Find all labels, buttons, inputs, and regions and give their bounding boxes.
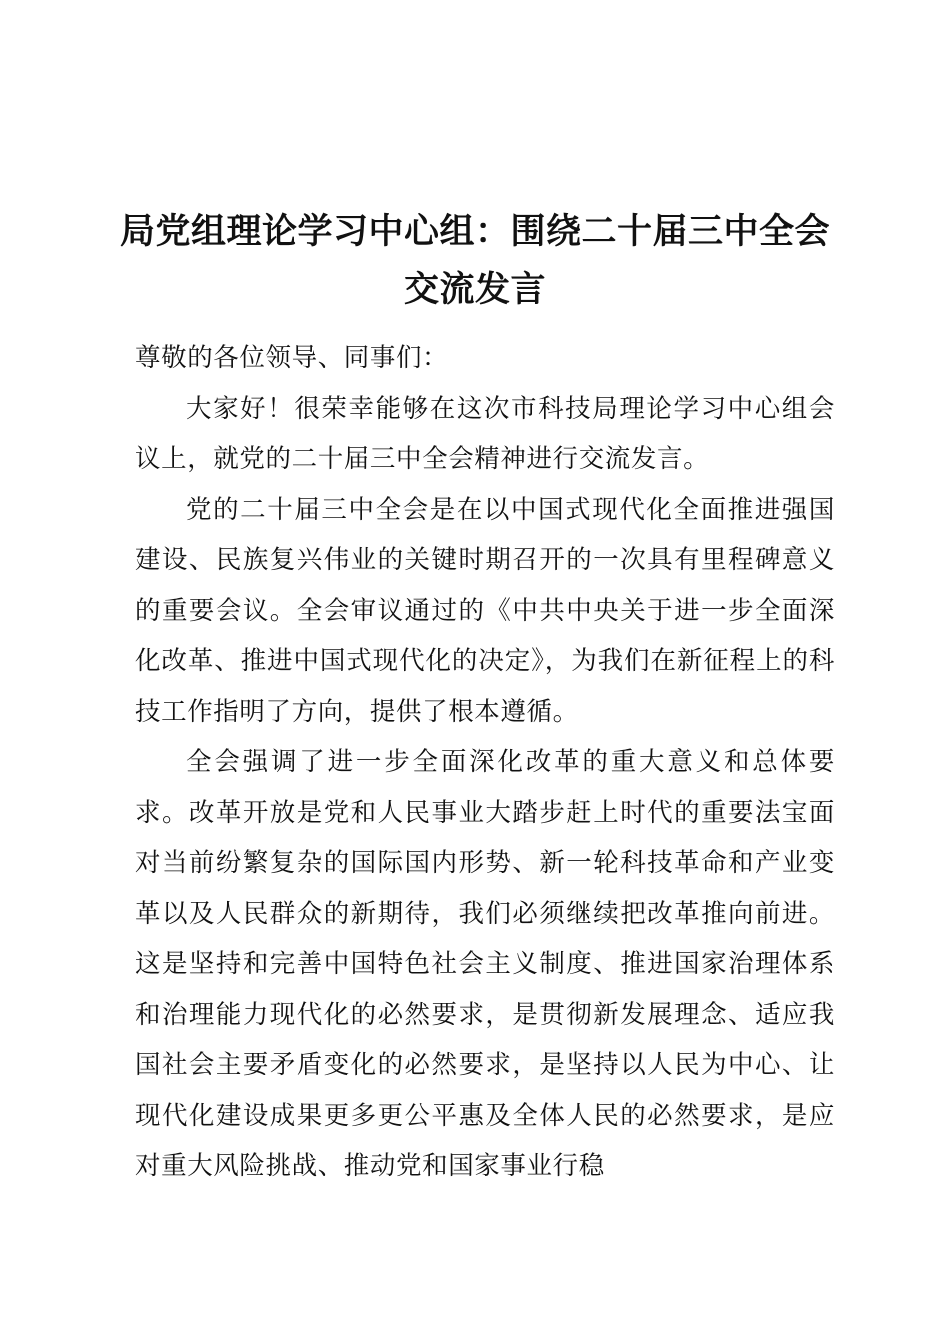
paragraph-plenum-significance: 党的二十届三中全会是在以中国式现代化全面推进强国建设、民族复兴伟业的关键时期召开的一次具有里程碑意义的重要会议。全会审议通过的《中共中央关于进一步全面深化改革、推进中国式现代化的决定》，为我们在新征程上的科技工作指明了方向，提供了根本遵循。: [135, 494, 835, 727]
document-title: 局党组理论学习中心组：围绕二十届三中全会交流发言: [120, 212, 831, 310]
paragraph-reform-requirements: 全会强调了进一步全面深化改革的重大意义和总体要求。改革开放是党和人民事业大踏步赶上时代的重要法宝面对当前纷繁复杂的国际国内形势、新一轮科技革命和产业变革以及人民群众的新期待，我们必须继续把改革推向前进。这是坚持和完善中国特色社会主义制度、推进国家治理体系和治理能力现代化的必然要求，是贯彻新发展理念、适应我国社会主要矛盾变化的必然要求，是坚持以人民为中心、让现代化建设成果更多更公平惠及全体人民的必然要求，是应对重大风险挑战、推动党和国家事业行稳: [135, 747, 835, 1181]
paragraph-greeting: 大家好！很荣幸能够在这次市科技局理论学习中心组会议上，就党的二十届三中全会精神进行交流发言。: [135, 393, 835, 474]
salutation: 尊敬的各位领导、同事们：: [135, 343, 449, 373]
document-body: [135, 333, 835, 1192]
